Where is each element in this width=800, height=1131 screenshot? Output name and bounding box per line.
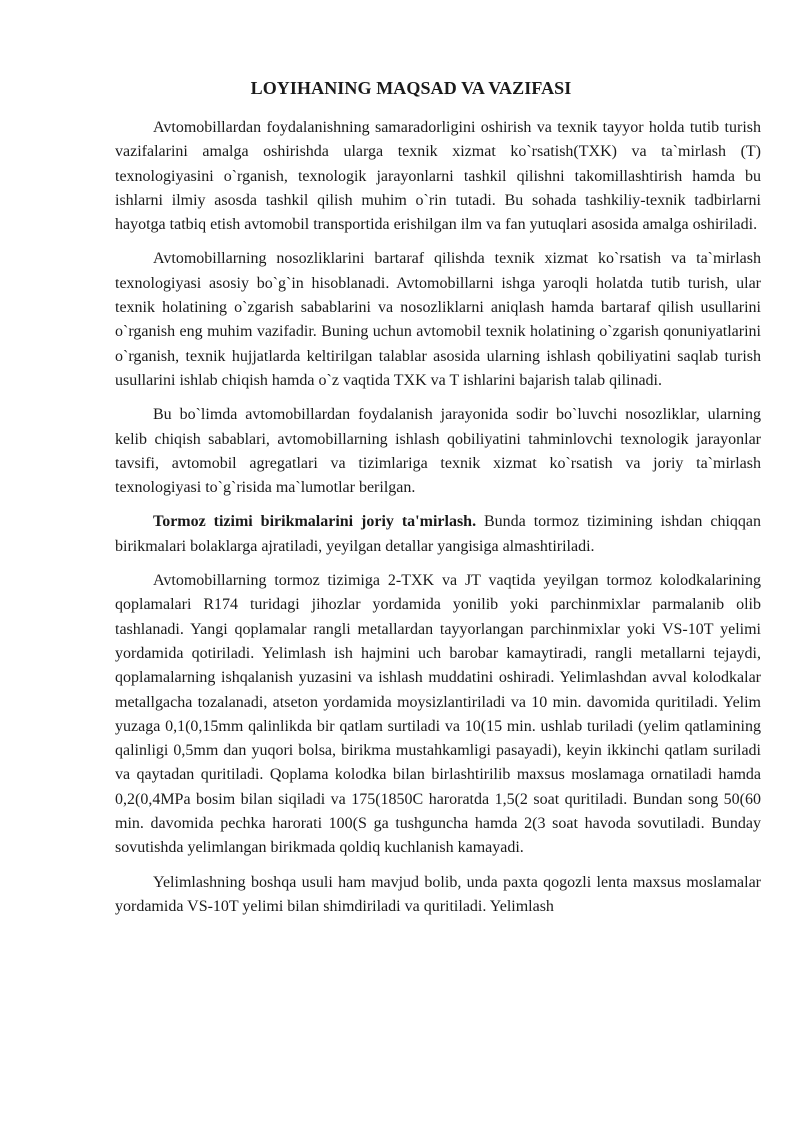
paragraph-text: Bunda tormoz tizimining ishdan chiqqan birikmalari bolaklarga ajratiladi, yeyilgan detallar yangisiga almashtiriladi. (115, 513, 761, 555)
paragraph-section-overview (115, 403, 761, 500)
document-body (115, 116, 761, 929)
paragraph-text: Yelimlashning boshqa usuli ham mavjud bolib, unda paxta qogozli lenta maxsus moslamalar yordamida VS-10T yelimi bilan shimdiriladi va quritiladi. Yelimlash (115, 873, 761, 915)
paragraph-intro (115, 116, 761, 237)
paragraph-repair-technology (115, 247, 761, 393)
paragraph-text: Avtomobillarning nosozliklarini bartaraf qilishda texnik xizmat ko`rsatish va ta`mirlash texnologiyasi asosiy bo`g`in hisoblanadi. Avtomobillarni ishga yaroqli holatda tutib turish, ular texnik holatining o`zgarish sabablarini va nosozliklarni aniqlash hamda bartaraf qilish usullarini o`rganish eng muhim vazifadir. Buning uchun avtomobil texnik holatining o`zgarish qonuniyatlarini o`rganish, texnik hujjatlarda keltirilgan talablar asosida ularning ishlash qobiliyatini saqlab turish usullarini ishlab chiqish hamda o`z vaqtida TXK va T ishlarini bajarish talab qilinadi. (115, 250, 761, 389)
paragraph-text: Avtomobillarning tormoz tizimiga 2-TXK va JT vaqtida yeyilgan tormoz kolodkalarining qoplamalari R174 turidagi jihozlar yordamida yonilib yoki parchinmixlar parmalanib olib tashlanadi. Yangi qoplamalar rangli metallardan tayyorlangan parchinmixlar yoki VS-10T yelimi yordamida qotiriladi. Yelimlash ish hajmini uch barobar kamaytiradi, rangli metallarni tejaydi, qoplamalarning ishqalanish yuzasini va ishlash muddatini oshiradi. Yelimlashdan avval kolodkalar metallgacha tozalanadi, atseton yordamida moysizlantiriladi va 10 min. davomida quritiladi. Yelim yuzaga 0,1(0,15mm qalinlikda bir qatlam surtiladi va 10(15 min. ushlab turiladi (yelim qatlamining qalinligi 0,5mm dan yuqori bolsa, birikma mustahkamligi pasayadi), keyin ikkinchi qatlam suriladi va qaytadan quritiladi. Qoplama kolodka bilan birlashtirilib maxsus moslamaga ornatiladi hamda 0,2(0,4MPa bosim bilan siqiladi va 175(1850C haroratda 1,5(2 soat quritiladi. Bundan song 50(60 min. davomida pechka harorati 100(S ga tushguncha hamda 2(3 soat havoda sovutiladi. Bunday sovutishda yelimlangan birikmada qoldiq kuchlanish kamayadi. (115, 572, 761, 857)
paragraph-brake-repair (115, 510, 761, 559)
paragraph-text: Avtomobillardan foydalanishning samaradorligini oshirish va texnik tayyor holda tutib turish vazifalarini amalga oshirishda ularga texnik xizmat ko`rsatish(TXK) va ta`mirlash (T) texnologiyasini o`rganish, texnologik jarayonlarni tashkil qilishni takomillashtirish hamda bu ishlarni ilmiy asosda tashkil qilish muhim o`rin tutadi. Bu sohada tashkiliy-texnik tadbirlarni hayotga tatbiq etish avtomobil transportida erishilgan ilm va fan yutuqlari asosida amalga oshiriladi. (115, 119, 761, 234)
paragraph-brake-lining (115, 569, 761, 861)
paragraph-lead-heading: Tormoz tizimi birikmalarini joriy ta'mirlash. (153, 513, 477, 531)
page-title: LOYIHANING MAQSAD VA VAZIFASI (250, 78, 572, 98)
paragraph-gluing-method (115, 871, 761, 920)
paragraph-text: Bu bo`limda avtomobillardan foydalanish jarayonida sodir bo`luvchi nosozliklar, ularning kelib chiqish sabablari, avtomobillarning ishlash qobiliyatini tahminlovchi texnologik jarayonlar tavsifi, avtomobil agregatlari va tizimlariga texnik xizmat ko`rsatish va joriy ta`mirlash texnologiyasi to`g`risida ma`lumotlar berilgan. (115, 406, 761, 497)
